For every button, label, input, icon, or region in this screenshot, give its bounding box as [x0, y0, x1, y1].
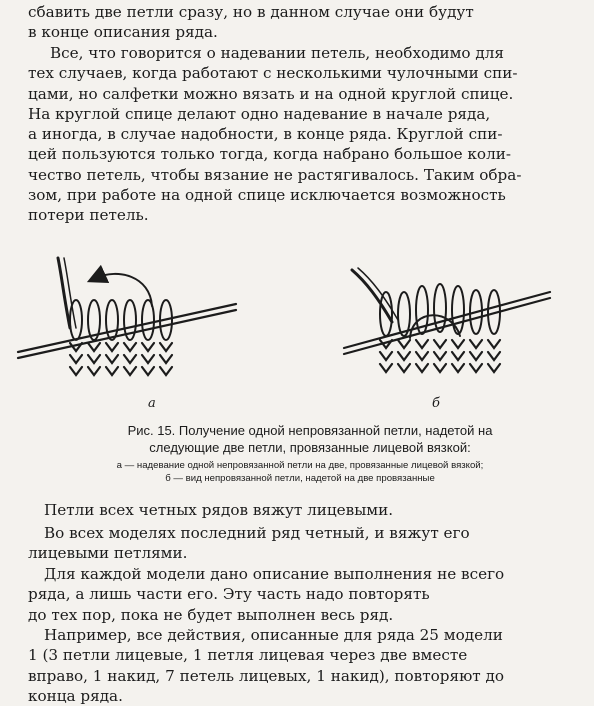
text-line: цей пользуются только тогда, когда набрано большое коли- — [28, 145, 511, 164]
paragraph-continuation — [28, 2, 584, 43]
text-line: Петли всех четных рядов вяжут лицевыми. — [44, 501, 394, 519]
legend-line-a: а — надевание одной непровязанной петли на две, провязанные лицевой вязкой; — [116, 460, 484, 471]
text-line: Например, все действия, описанные для ряда 25 модели — [44, 626, 503, 644]
caption-line: Рис. 15. Получение одной непровязанной петли, надетой на — [127, 423, 493, 438]
text-line: цами, но салфетки можно вязать и на одной круглой спице. — [28, 84, 514, 103]
text-line: ряда, а лишь части его. Эту часть надо повторять — [28, 585, 430, 604]
text-line: лицевыми петлями. — [28, 544, 188, 563]
paragraph-even-rows — [28, 500, 584, 520]
text-line: Все, что говорится о надевании петель, необходимо для — [50, 44, 504, 62]
text-line: 1 (3 петли лицевые, 1 петля лицевая через две вместе — [28, 646, 468, 665]
text-line: Во всех моделях последний ряд четный, и вяжут его — [44, 524, 470, 542]
text-line: На круглой спице делают одно надевание в начале ряда, — [28, 104, 491, 123]
figure-legend — [30, 460, 570, 485]
text-line: до тех пор, пока не будет выполнен весь ряд. — [28, 605, 394, 624]
text-line: потери петель. — [28, 206, 149, 225]
figure-label-b: б — [432, 396, 440, 411]
text-line: а иногда, в случае надобности, в конце ряда. Круглой спи- — [28, 125, 503, 144]
text-line: зом, при работе на одной спице исключается возможность — [28, 186, 506, 205]
paragraph-example — [28, 625, 584, 706]
text-line: чество петель, чтобы вязание не растягивалось. Таким обра- — [28, 165, 522, 184]
text-line: конца ряда. — [28, 686, 123, 705]
text-line: сбавить две петли сразу, но в данном случае они будут — [28, 3, 474, 21]
knitting-illustration — [0, 248, 594, 408]
text-line: тех случаев, когда работают с несколькими чулочными спи- — [28, 64, 518, 83]
figure-label-a: а — [148, 396, 156, 411]
paragraph-model-description — [28, 564, 584, 625]
legend-line-b: б — вид непровязанной петли, надетой на две провязанные — [165, 472, 435, 484]
illustration-a — [18, 258, 236, 375]
figure-caption — [60, 422, 560, 456]
text-line: Для каждой модели дано описание выполнения не всего — [44, 565, 505, 583]
text-line: в конце описания ряда. — [28, 23, 218, 42]
paragraph-about-casting-on — [28, 43, 584, 226]
figure-15 — [0, 248, 594, 411]
illustration-b — [344, 268, 550, 372]
paragraph-last-row — [28, 523, 584, 564]
caption-line: следующие две петли, провязанные лицевой вязкой: — [149, 440, 471, 455]
text-line: вправо, 1 накид, 7 петель лицевых, 1 накид), повторяют до — [28, 666, 505, 685]
